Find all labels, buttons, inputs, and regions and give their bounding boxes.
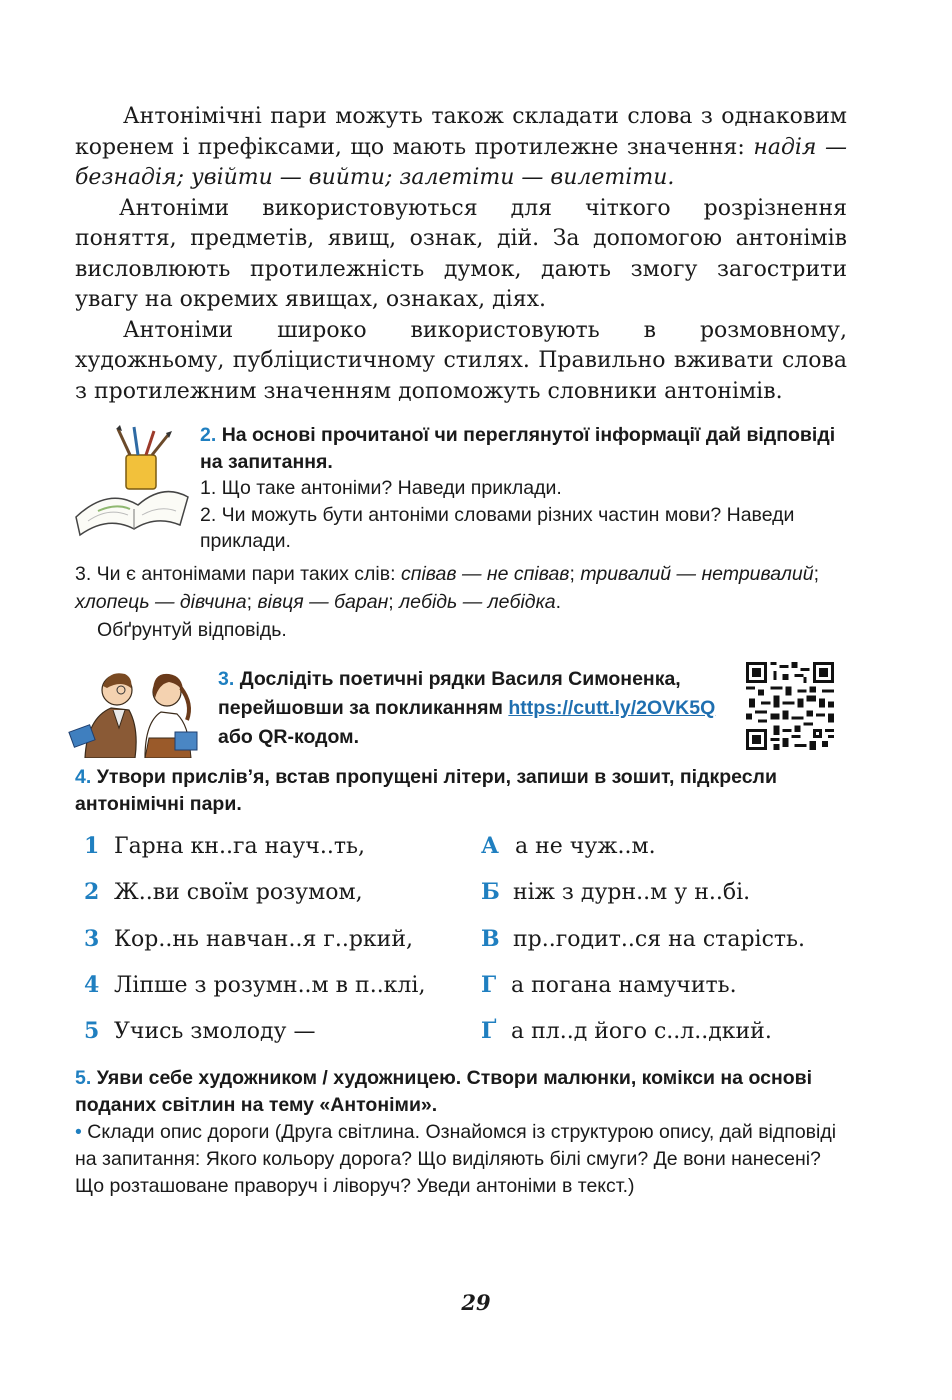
task-2: [200, 422, 848, 555]
task-3-number: 3.: [218, 668, 235, 690]
book-with-brushes-icon: [68, 425, 193, 540]
task-3: 3. Дослідіть поетичні рядки Василя Симоненка, перейшовши за покликанням https://cutt.ly/2OVK5Q або QR-кодом.: [218, 668, 716, 748]
proverb-right-a: А а не чуж..м.: [481, 833, 656, 859]
poem-link[interactable]: https://cutt.ly/2OVK5Q: [508, 697, 716, 719]
task-2-question-2: 2. Чи можуть бути антоніми словами різних частин мови? Наведи приклади.: [200, 503, 795, 552]
task-5-instruction: • Склади опис дороги (Друга світлина. Ознайомся із структурою опису, дай відповіді на запитання: Якого кольору дорога? Що виділяють білі смуги? Де вони нанесені? Що розташоване праворуч і ліворуч? Уведи антоніми в текст.): [75, 1121, 837, 1197]
proverb-left-5: 5 Учись змолоду —: [84, 1018, 316, 1044]
proverb-left-2: 2 Ж..ви своїм розумом,: [84, 879, 363, 905]
intro-examples: надія — безнадія; увійти — вийти; залетіти — вилетіти.: [75, 134, 847, 190]
word-pair-1: співав — не співав: [400, 563, 570, 585]
proverb-left-3: 3 Кор..нь навчан..я г..ркий,: [84, 926, 413, 952]
task-5: [75, 1065, 845, 1200]
proverb-left-1: 1 Гарна кн..га науч..ть,: [84, 833, 365, 859]
proverb-left-4: 4 Ліпше з розумн..м в п..клі,: [84, 972, 426, 998]
task-2-question-3-suffix: Обґрунтуй відповідь.: [97, 619, 287, 641]
task-2-heading: 2. На основі прочитаної чи переглянутої інформації дай відповіді на запитання.: [200, 424, 836, 473]
word-pair-2: тривалий — нетривалий: [580, 563, 814, 585]
task-2-number: 2.: [200, 424, 217, 446]
task-5-number: 5.: [75, 1067, 92, 1089]
intro-text: [75, 102, 847, 407]
qr-code-icon[interactable]: [745, 662, 835, 750]
proverb-right-g: Ґ а пл..д його с..л..дкий.: [481, 1018, 772, 1044]
word-pair-5: лебідь — лебідка: [399, 591, 556, 613]
bullet-icon: •: [75, 1121, 82, 1143]
word-pair-4: вівця — баран: [257, 591, 389, 613]
word-pair-3: хлопець — дівчина: [75, 591, 247, 613]
task-2-question-3: 3. Чи є антонімами пари таких слів: співав — не співав; тривалий — нетривалий; хлопець — дівчина; вівця — баран; лебідь — лебідка. Обґрунтуй відповідь.: [75, 560, 845, 644]
task-4: 4. Утвори прислів’я, встав пропущені літери, запиши в зошит, підкресли антонімічні пари.: [75, 766, 777, 815]
page-number: 29: [461, 1290, 491, 1315]
intro-paragraph-1: Антонімічні пари можуть також складати слова з однаковим коренем і префіксами, що мають протилежне значення: надія — безнадія; увійти — вийти; залетіти — вилетіти.: [75, 104, 847, 190]
intro-paragraph-3: Антоніми широко використовують в розмовному, художньому, публіцистичному стилях. Правильно вживати слова з протилежним значенням допоможуть словники антонімів.: [75, 317, 847, 404]
proverb-right-v: В пр..годит..ся на старість.: [481, 926, 806, 952]
two-students-icon: [65, 658, 205, 758]
intro-paragraph-2: Антоніми використовуються для чіткого розрізнення поняття, предметів, явищ, ознак, дій. За допомогою антонімів висловлюють протилежність думок, дають змогу загострити увагу на окремих явищах, ознаках, діях.: [75, 195, 847, 312]
task-5-heading: 5. Уяви себе художником / художницею. Створи малюнки, комікси на основі поданих світлин на тему «Антоніми».: [75, 1067, 813, 1116]
proverb-right-h: Г а погана намучить.: [481, 972, 737, 998]
task-2-question-1: 1. Що таке антоніми? Наведи приклади.: [200, 477, 562, 499]
task-4-number: 4.: [75, 766, 92, 788]
proverb-right-b: Б ніж з дурн..м у н..бі.: [481, 879, 751, 905]
